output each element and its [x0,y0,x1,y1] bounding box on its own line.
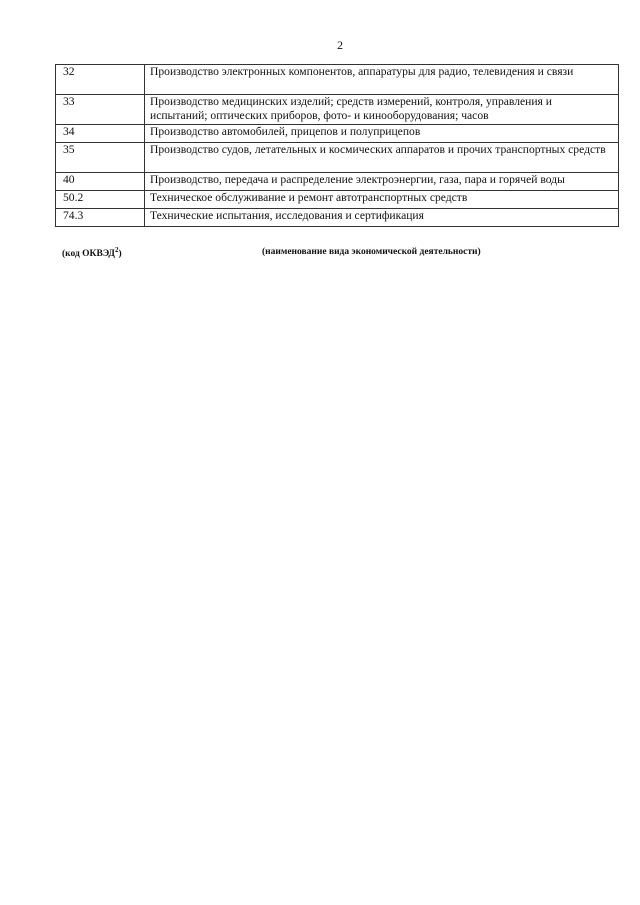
okved-code: 32 [56,65,145,95]
footnote-marker: 2 [114,246,119,254]
table-row [56,173,619,191]
code-caption-text: (код ОКВЭД [62,249,115,260]
activity-name: Производство медицинских изделий; средств измерений, контроля, управления и испытаний; оптических приборов, фото- и кинооборудования; часов [145,95,619,125]
table-row [56,143,619,173]
table-row [56,125,619,143]
table-row [56,65,619,95]
page-number: 2 [337,38,343,52]
activity-name: Производство электронных компонентов, аппаратуры для радио, телевидения и связи [145,65,619,95]
table-row [56,209,619,227]
table-row [56,191,619,209]
code-column-caption [62,246,122,259]
okved-table [55,64,619,227]
okved-code: 74.3 [56,209,145,227]
table-row [56,95,619,125]
okved-code: 34 [56,125,145,143]
activity-name: Производство судов, летательных и космических аппаратов и прочих транспортных средств [145,143,619,173]
okved-code: 35 [56,143,145,173]
name-column-caption: (наименование вида экономической деятельности) [262,247,481,257]
okved-code: 33 [56,95,145,125]
okved-code: 50.2 [56,191,145,209]
activity-name: Техническое обслуживание и ремонт автотранспортных средств [145,191,619,209]
activity-name: Производство, передача и распределение электроэнергии, газа, пара и горячей воды [145,173,619,191]
code-caption-close: ) [118,249,122,260]
activity-name: Производство автомобилей, прицепов и полуприцепов [145,125,619,143]
okved-code: 40 [56,173,145,191]
activity-name: Технические испытания, исследования и сертификация [145,209,619,227]
